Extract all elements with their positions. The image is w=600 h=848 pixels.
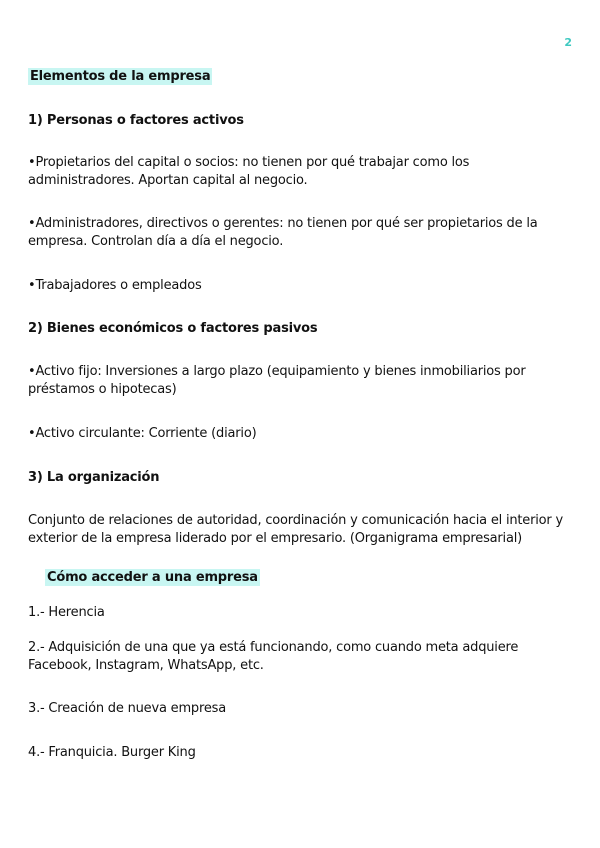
document-title-wrap bbox=[28, 68, 578, 86]
section-heading-personas: 1) Personas o factores activos bbox=[28, 113, 244, 128]
list-item-administradores: •Administradores, directivos o gerentes: no tienen por qué ser propietarios de la empresa. Controlan día a día el negocio. bbox=[28, 216, 538, 249]
section-heading-acceder-wrap bbox=[28, 569, 578, 587]
list-item-activo-fijo: •Activo fijo: Inversiones a largo plazo (equipamiento y bienes inmobiliarios por préstamos o hipotecas) bbox=[28, 364, 526, 397]
list-item-herencia: 1.- Herencia bbox=[28, 605, 105, 620]
paragraph-organizacion: Conjunto de relaciones de autoridad, coordinación y comunicación hacia el interior y exterior de la empresa liderado por el empresario. (Organigrama empresarial) bbox=[28, 513, 563, 546]
document-body bbox=[28, 66, 578, 762]
document-title: Elementos de la empresa bbox=[30, 69, 211, 84]
list-item-franquicia: 4.- Franquicia. Burger King bbox=[28, 745, 196, 760]
list-item-activo-circulante: •Activo circulante: Corriente (diario) bbox=[28, 426, 257, 441]
page-number: 2 bbox=[564, 36, 572, 49]
list-item-creacion: 3.- Creación de nueva empresa bbox=[28, 701, 226, 716]
list-item-propietarios: •Propietarios del capital o socios: no tienen por qué trabajar como los administradores. Aportan capital al negocio. bbox=[28, 155, 470, 188]
section-heading-bienes: 2) Bienes económicos o factores pasivos bbox=[28, 321, 318, 336]
section-heading-organizacion: 3) La organización bbox=[28, 470, 160, 485]
section-heading-acceder: Cómo acceder a una empresa bbox=[47, 570, 258, 585]
list-item-trabajadores: •Trabajadores o empleados bbox=[28, 278, 202, 293]
list-item-adquisicion: 2.- Adquisición de una que ya está funcionando, como cuando meta adquiere Facebook, Instagram, WhatsApp, etc. bbox=[28, 640, 519, 673]
